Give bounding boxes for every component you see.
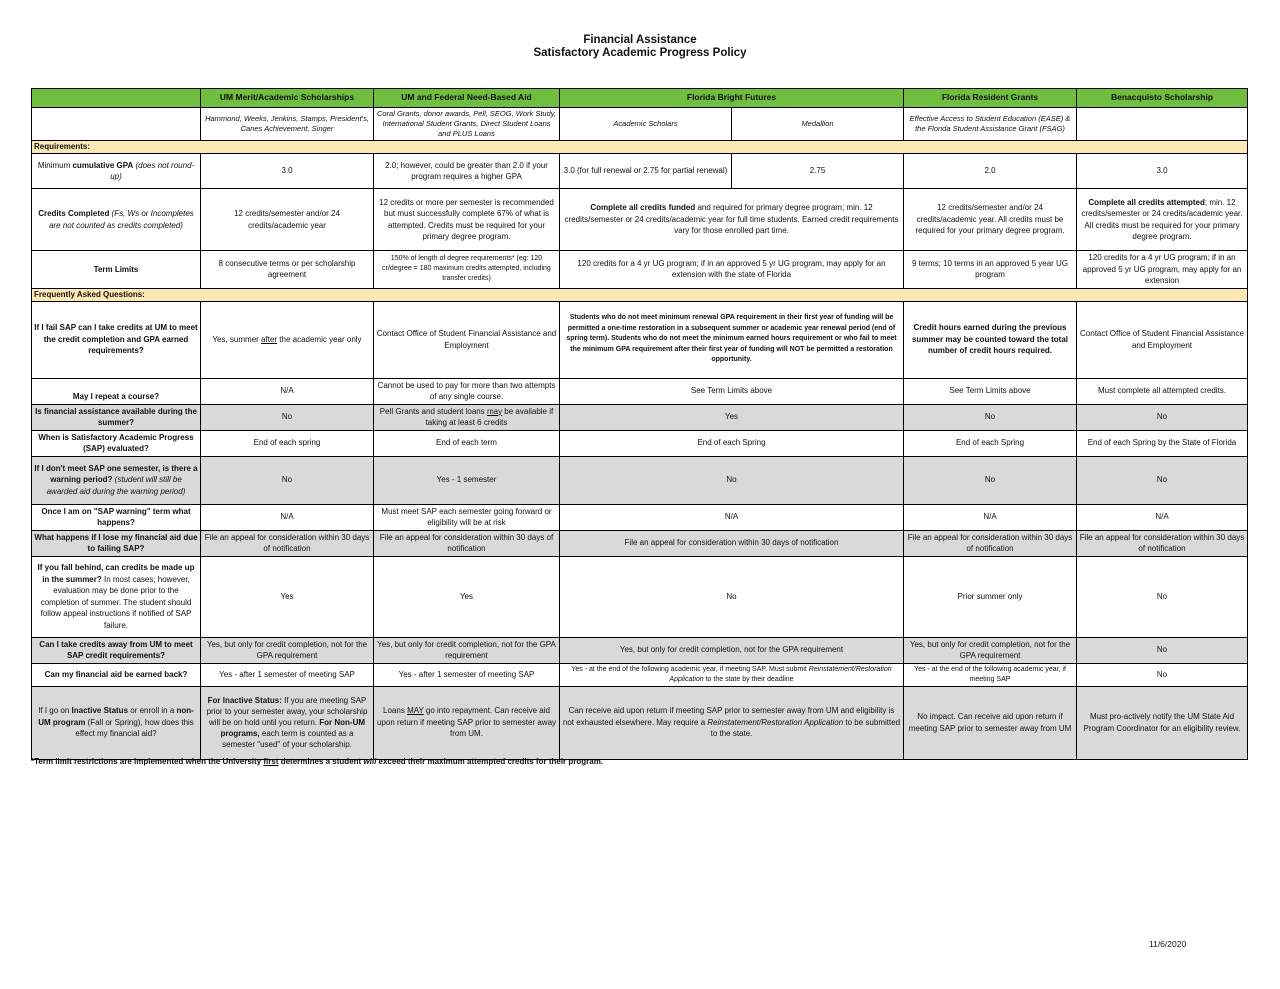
- credits-benacquisto-bold: Complete all credits attempted: [1088, 197, 1205, 207]
- inactive-merit-c: For Non-UM programs,: [220, 718, 366, 738]
- credits-q-b: (Fs, Ws or Incompletes are not counted as credits completed): [49, 209, 194, 230]
- term-benacquisto: 120 credits for a 4 yr UG program; if in an approved 5 yr UG program, may apply for an extension: [1077, 251, 1248, 289]
- behind-bright: No: [560, 556, 904, 637]
- header-benacquisto: Benacquisto Scholarship: [1077, 89, 1248, 108]
- subheader-merit: Hammond, Weeks, Jenkins, Stamps, President's, Canes Achievement, Singer: [201, 108, 374, 141]
- inactive-q-c: or enroll in a: [128, 706, 177, 716]
- away-row: [32, 637, 1248, 663]
- warning-bright: No: [560, 456, 904, 504]
- warning-q-b: (student will still be awarded aid during the warning period): [46, 475, 186, 496]
- credits-needbased: 12 credits or more per semester is recommended but must successfully complete 67% of what is attempted. Credits must be required for your primary degree program.: [374, 189, 560, 251]
- earnback-bright: [560, 663, 904, 686]
- credits-benacquisto-text: ; min. 12 credits/semester or 24 credits/academic year. All credits must be required for your primary degree program.: [1081, 197, 1243, 241]
- away-bright: Yes, but only for credit completion, not for the GPA requirement: [560, 637, 904, 663]
- term-merit: 8 consecutive terms or per scholarship agreement: [201, 251, 374, 289]
- gpa-medallion: 2.75: [732, 154, 904, 189]
- inactive-merit-d: each term is counted as a semester "used" of your scholarship.: [222, 729, 354, 749]
- header-blank: [32, 89, 201, 108]
- footnote-b: first: [263, 757, 279, 766]
- summer-needbased-a: Pell Grants and student loans: [379, 406, 487, 416]
- evaluated-needbased: End of each term: [374, 430, 560, 456]
- gpa-merit: 3.0: [201, 154, 374, 189]
- inactive-row: [32, 686, 1248, 759]
- inactive-bright: [560, 686, 904, 759]
- inactive-q-a: If I go on: [38, 706, 72, 716]
- inactive-benacquisto: Must pro-actively notify the UM State Aid Program Coordinator for an eligibility review.: [1077, 686, 1248, 759]
- header-resident: Florida Resident Grants: [904, 89, 1077, 108]
- earnback-benacquisto: No: [1077, 663, 1248, 686]
- behind-resident: Prior summer only: [904, 556, 1077, 637]
- credits-bright-bold: Complete all credits funded: [590, 203, 696, 213]
- warning-needbased: Yes - 1 semester: [374, 456, 560, 504]
- warning-q-a: If I don't meet SAP one semester, is there a warning period?: [34, 463, 198, 485]
- subheader-needbased: Coral Grants, donor awards, Pell, SEOG, Work Study, International Student Grants, Direct Student Loans and PLUS Loans: [374, 108, 560, 141]
- inactive-q-e: (Fall or Spring), how does this effect my financial aid?: [75, 717, 194, 739]
- onwarning-merit: N/A: [201, 504, 374, 530]
- summer-resident: No: [904, 404, 1077, 430]
- gpa-resident: 2.0: [904, 154, 1077, 189]
- inactive-question: [32, 686, 201, 759]
- onwarning-needbased: Must meet SAP each semester going forward or eligibility will be at risk: [374, 504, 560, 530]
- onwarning-question: Once I am on "SAP warning" term what happens?: [32, 504, 201, 530]
- earnback-row: [32, 663, 1248, 686]
- term-needbased: 150% of length of degree requirements* (eg: 120 cr/degree = 180 maximum credits attempted, including transfer credits): [374, 251, 560, 289]
- gpa-q-c: (does not round-up): [110, 160, 195, 181]
- inactive-bright-a: Can receive aid upon return if meeting SAP prior to semester away from UM and eligibility is not exhausted elsewhere. May require a: [562, 706, 895, 727]
- behind-merit: Yes: [201, 556, 374, 637]
- document-title: Financial Assistance: [583, 34, 697, 46]
- document-subtitle: Satisfactory Academic Progress Policy: [533, 47, 747, 59]
- summer-question: Is financial assistance available during the summer?: [32, 404, 201, 430]
- failsap-merit-c: the academic year only: [277, 334, 362, 344]
- earnback-question: Can my financial aid be earned back?: [32, 663, 201, 686]
- credits-bright: [560, 189, 904, 251]
- faq-section-row: [32, 288, 1248, 301]
- evaluated-row: [32, 430, 1248, 456]
- inactive-merit: [201, 686, 374, 759]
- inactive-needbased-a: Loans: [383, 706, 408, 716]
- failsap-needbased: Contact Office of Student Financial Assistance and Employment: [374, 301, 560, 378]
- inactive-q-b: Inactive Status: [71, 706, 129, 716]
- inactive-bright-b: Reinstatement/Restoration Application: [707, 717, 844, 727]
- warning-merit: No: [201, 456, 374, 504]
- failsap-benacquisto: Contact Office of Student Financial Assistance and Employment: [1077, 301, 1248, 378]
- behind-needbased: Yes: [374, 556, 560, 637]
- evaluated-question: When is Satisfactory Academic Progress (SAP) evaluated?: [32, 430, 201, 456]
- inactive-q-d: non-UM program: [38, 706, 194, 727]
- lose-resident: File an appeal for consideration within 30 days of notification: [904, 530, 1077, 556]
- failsap-merit: [201, 301, 374, 378]
- evaluated-benacquisto: End of each Spring by the State of Florida: [1077, 430, 1248, 456]
- gpa-q-a: Minimum: [37, 160, 73, 170]
- repeat-resident: See Term Limits above: [904, 378, 1077, 404]
- failsap-bright: Students who do not meet minimum renewal GPA requirement in their first year of funding will be permitted a one-time restoration in a subsequent summer or academic year renewal period (end of spring term). Students who do not meet the minimum earned hours requirement or who fail to meet the minimum GPA requirement after their first year of funding will NOT be permitted a restoration opportunity.: [560, 301, 904, 378]
- inactive-merit-a: For Inactive Status:: [207, 696, 282, 705]
- repeat-merit: N/A: [201, 378, 374, 404]
- earnback-bright-a: Yes - at the end of the following academic year, if meeting SAP. Must submit: [571, 665, 809, 673]
- warning-benacquisto: No: [1077, 456, 1248, 504]
- footnote: [31, 757, 603, 766]
- away-needbased: Yes, but only for credit completion, not for the GPA requirement: [374, 637, 560, 663]
- inactive-bright-c: to be submitted to the state.: [710, 717, 901, 739]
- away-resident: Yes, but only for credit completion, not for the GPA requirement: [904, 637, 1077, 663]
- failsap-merit-b: after: [261, 334, 278, 344]
- term-question: Term Limits: [32, 251, 201, 289]
- subheader-resident: Effective Access to Student Education (EASE) & the Florida Student Assistance Grant (FSAG): [904, 108, 1077, 141]
- repeat-needbased: Cannot be used to pay for more than two attempts of any single course.: [374, 378, 560, 404]
- requirements-section-row: [32, 141, 1248, 154]
- away-merit: Yes, but only for credit completion, not for the GPA requirement: [201, 637, 374, 663]
- subheader-medallion: Medallion: [732, 108, 904, 141]
- summer-needbased-c: be available if taking at least 6 credits: [425, 406, 554, 427]
- behind-benacquisto: No: [1077, 556, 1248, 637]
- term-resident: 9 terms; 10 terms in an approved 5 year UG program: [904, 251, 1077, 289]
- away-question: Can I take credits away from UM to meet SAP credit requirements?: [32, 637, 201, 663]
- column-header-row: [32, 89, 1248, 108]
- gpa-question: [32, 154, 201, 189]
- lose-bright: File an appeal for consideration within 30 days of notification: [560, 530, 904, 556]
- subheader-benacquisto: [1077, 108, 1248, 141]
- behind-q-a: If you fall behind, can credits be made up in the summer?: [37, 563, 195, 584]
- failsap-merit-a: Yes, summer: [212, 334, 262, 344]
- earnback-needbased: Yes - after 1 semester of meeting SAP: [374, 663, 560, 686]
- inactive-needbased: [374, 686, 560, 759]
- behind-question: [32, 556, 201, 637]
- lose-row: [32, 530, 1248, 556]
- inactive-needbased-c: go into repayment. Can receive aid upon return if meeting SAP prior to semester away from UM.: [376, 706, 557, 739]
- evaluated-merit: End of each spring: [201, 430, 374, 456]
- inactive-merit-b: If you are meeting SAP prior to your semester away, your scholarship will be on hold until you return.: [206, 696, 368, 727]
- gpa-row: [32, 154, 1248, 189]
- faq-heading: Frequently Asked Questions:: [32, 288, 1248, 301]
- earnback-merit: Yes - after 1 semester of meeting SAP: [201, 663, 374, 686]
- summer-row: [32, 404, 1248, 430]
- footnote-a: *Term limit restrictions are implemented when the University: [31, 757, 264, 766]
- gpa-scholars: 3.0 (for full renewal or 2.75 for partial renewal): [560, 154, 732, 189]
- warning-resident: No: [904, 456, 1077, 504]
- evaluated-resident: End of each Spring: [904, 430, 1077, 456]
- onwarning-bright: N/A: [560, 504, 904, 530]
- gpa-needbased: 2.0; however, could be greater than 2.0 if your program requires a higher GPA: [374, 154, 560, 189]
- warning-row: [32, 456, 1248, 504]
- summer-needbased-b: may: [486, 406, 503, 416]
- header-merit: UM Merit/Academic Scholarships: [201, 89, 374, 108]
- subheader-blank: [32, 108, 201, 141]
- onwarning-resident: N/A: [904, 504, 1077, 530]
- summer-merit: No: [201, 404, 374, 430]
- evaluated-bright: End of each Spring: [560, 430, 904, 456]
- subheader-row: [32, 108, 1248, 141]
- onwarning-benacquisto: N/A: [1077, 504, 1248, 530]
- behind-row: [32, 556, 1248, 637]
- credits-merit: 12 credits/semester and/or 24 credits/academic year: [201, 189, 374, 251]
- requirements-heading: Requirements:: [32, 141, 1248, 154]
- inactive-resident: No impact. Can receive aid upon return if meeting SAP prior to semester away from UM: [904, 686, 1077, 759]
- earnback-bright-c: to the state by their deadline: [703, 675, 794, 683]
- summer-bright: Yes: [560, 404, 904, 430]
- summer-needbased: [374, 404, 560, 430]
- credits-resident: 12 credits/semester and/or 24 credits/academic year. All credits must be required for your primary degree program.: [904, 189, 1077, 251]
- away-benacquisto: No: [1077, 637, 1248, 663]
- repeat-bright: See Term Limits above: [560, 378, 904, 404]
- behind-q-b: In most cases; however, evaluation may be done prior to the completion of summer. The student should follow appeal instructions if notified of SAP failure.: [40, 574, 192, 630]
- lose-merit: File an appeal for consideration within 30 days of notification: [201, 530, 374, 556]
- credits-question: [32, 189, 201, 251]
- repeat-row: [32, 378, 1248, 404]
- onwarning-row: [32, 504, 1248, 530]
- footnote-d: will: [363, 757, 377, 766]
- repeat-benacquisto: Must complete all attempted credits.: [1077, 378, 1248, 404]
- term-row: [32, 251, 1248, 289]
- failsap-resident: Credit hours earned during the previous summer may be counted toward the total number of credit hours required.: [904, 301, 1077, 378]
- gpa-benacquisto: 3.0: [1077, 154, 1248, 189]
- lose-needbased: File an appeal for consideration within 30 days of notification: [374, 530, 560, 556]
- summer-benacquisto: No: [1077, 404, 1248, 430]
- header-bright-futures: Florida Bright Futures: [560, 89, 904, 108]
- subheader-academic-scholars: Academic Scholars: [560, 108, 732, 141]
- term-bright: 120 credits for a 4 yr UG program; if in an approved 5 yr UG program, may apply for an extension with the state of Florida: [560, 251, 904, 289]
- credits-q-a: Credits Completed: [38, 209, 110, 218]
- lose-benacquisto: File an appeal for consideration within 30 days of notification: [1077, 530, 1248, 556]
- earnback-resident: Yes - at the end of the following academic year, if meeting SAP: [904, 663, 1077, 686]
- earnback-bright-b: Reinstatement/Restoration Application: [669, 665, 892, 683]
- footnote-e: exceed their maximum attempted credits for their program.: [376, 757, 604, 766]
- lose-question: What happens if I lose my financial aid due to failing SAP?: [32, 530, 201, 556]
- credits-bright-text: and required for primary degree program; min. 12 credits/semester or 24 credits/academic year for full time students. Earned credit requirements vary for those enrolled part time.: [564, 203, 899, 236]
- sap-policy-table: [31, 88, 1248, 760]
- document-date: 11/6/2020: [1149, 939, 1187, 949]
- inactive-needbased-b: MAY: [407, 706, 424, 716]
- credits-row: [32, 189, 1248, 251]
- header-needbased: UM and Federal Need-Based Aid: [374, 89, 560, 108]
- credits-benacquisto: [1077, 189, 1248, 251]
- repeat-question: May I repeat a course?: [32, 378, 201, 404]
- footnote-c: determines a student: [278, 757, 364, 766]
- warning-question: [32, 456, 201, 504]
- gpa-q-b: cumulative GPA: [72, 160, 134, 170]
- failsap-row: [32, 301, 1248, 378]
- failsap-question: If I fail SAP can I take credits at UM to meet the credit completion and GPA earned requirements?: [32, 301, 201, 378]
